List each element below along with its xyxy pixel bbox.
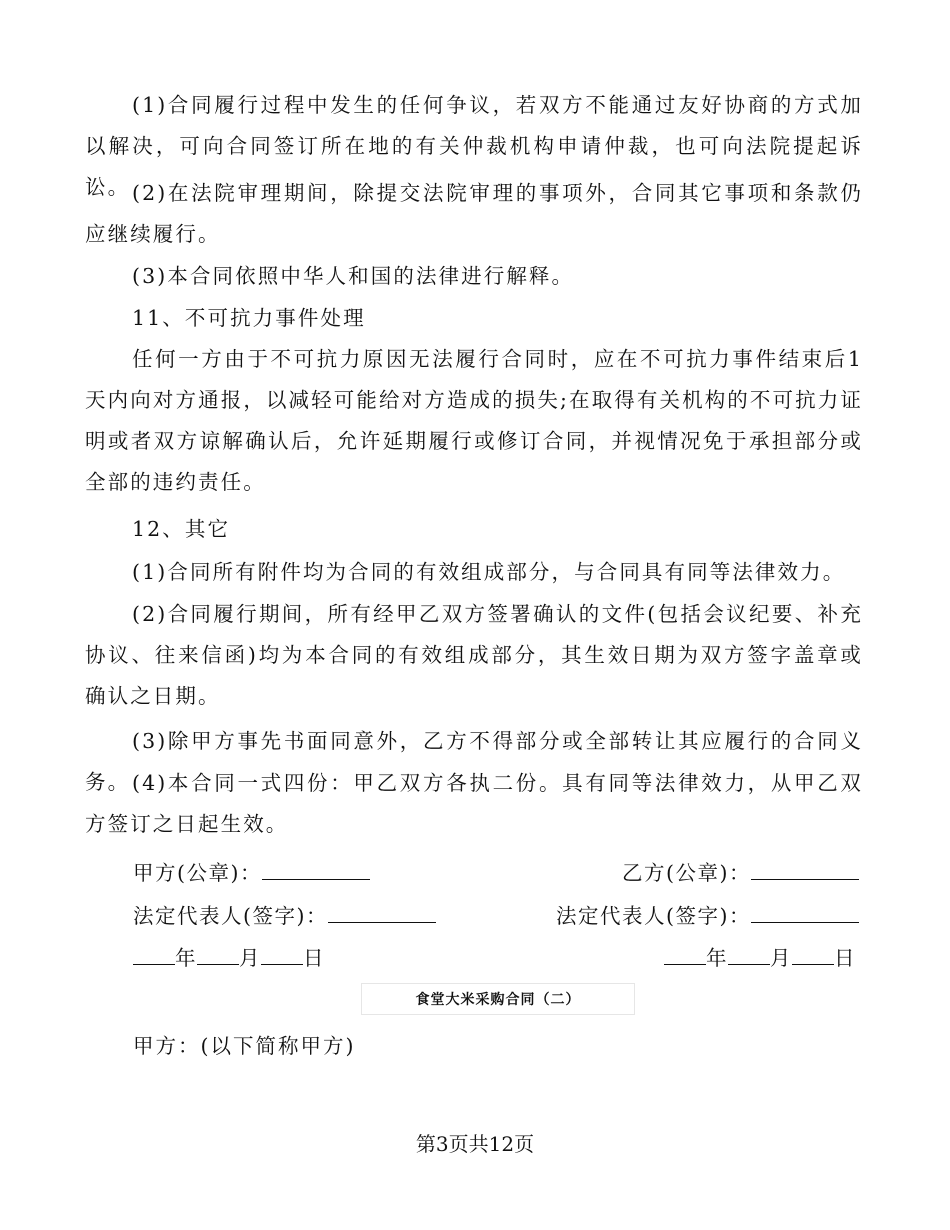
party-a-date-line (133, 941, 325, 971)
section-12-heading: 12、其它 (132, 517, 231, 541)
date-blank (261, 946, 303, 965)
party-b-rep-blank (751, 904, 859, 923)
clause-10-2: (2)在法院审理期间，除提交法院审理的事项外，合同其它事项和条款仍应继续履行。 (85, 181, 863, 246)
party-a-rep-label: 法定代表人(签字)： (133, 904, 328, 928)
party-b-seal-line (622, 856, 859, 886)
clause-12-2: (2)合同履行期间，所有经甲乙双方签署确认的文件(包括会议纪要、补充协议、往来信函)均为本合同的有效组成部分，其生效日期为双方签字盖章或确认之日期。 (85, 602, 863, 708)
date-blank (728, 946, 770, 965)
party-a-rep-line (133, 899, 436, 929)
party-b-rep-line (556, 899, 859, 929)
date-blank (197, 946, 239, 965)
clause-11-body: 任何一方由于不可抗力原因无法履行合同时，应在不可抗力事件结束后1天内向对方通报，以减轻可能给对方造成的损失;在取得有关机构的不可抗力证明或者双方谅解确认后，允许延期履行或修订合同，并视情况免于承担部分或全部的违约责任。 (85, 347, 863, 494)
month-label: 月 (239, 946, 261, 970)
party-a-seal-label: 甲方(公章)： (133, 861, 262, 885)
month-label: 月 (770, 946, 792, 970)
clause-10-1: (1)合同履行过程中发生的任何争议，若双方不能通过友好协商的方式加以解决，可向合同签订所在地的有关仲裁机构申请仲裁，也可向法院提起诉讼。 (85, 93, 863, 199)
section-11-heading: 11、不可抗力事件处理 (132, 306, 366, 330)
date-blank (664, 946, 706, 965)
party-a-intro: 甲方：(以下简称甲方) (133, 1034, 356, 1058)
party-b-seal-blank (751, 861, 859, 880)
year-label: 年 (706, 946, 728, 970)
date-blank (133, 946, 175, 965)
party-b-rep-label: 法定代表人(签字)： (556, 904, 751, 928)
party-a-rep-blank (328, 904, 436, 923)
day-label: 日 (834, 946, 856, 970)
party-a-seal-blank (262, 861, 370, 880)
party-b-seal-label: 乙方(公章)： (622, 861, 751, 885)
day-label: 日 (303, 946, 325, 970)
party-a-seal-line (133, 856, 370, 886)
clause-10-3: (3)本合同依照中华人和国的法律进行解释。 (132, 264, 575, 288)
date-blank (792, 946, 834, 965)
page-number: 第3页共12页 (415, 1132, 535, 1156)
year-label: 年 (175, 946, 197, 970)
clause-12-1: (1)合同所有附件均为合同的有效组成部分，与合同具有同等法律效力。 (132, 560, 846, 584)
clause-12-4: (4)本合同一式四份：甲乙双方各执二份。具有同等法律效力，从甲乙双方签订之日起生效。 (85, 771, 863, 836)
clause-12-3: (3)除甲方事先书面同意外，乙方不得部分或全部转让其应履行的合同义务。 (85, 729, 863, 794)
party-b-date-line (664, 941, 856, 971)
contract-two-title: 食堂大米采购合同（二） (361, 983, 635, 1015)
